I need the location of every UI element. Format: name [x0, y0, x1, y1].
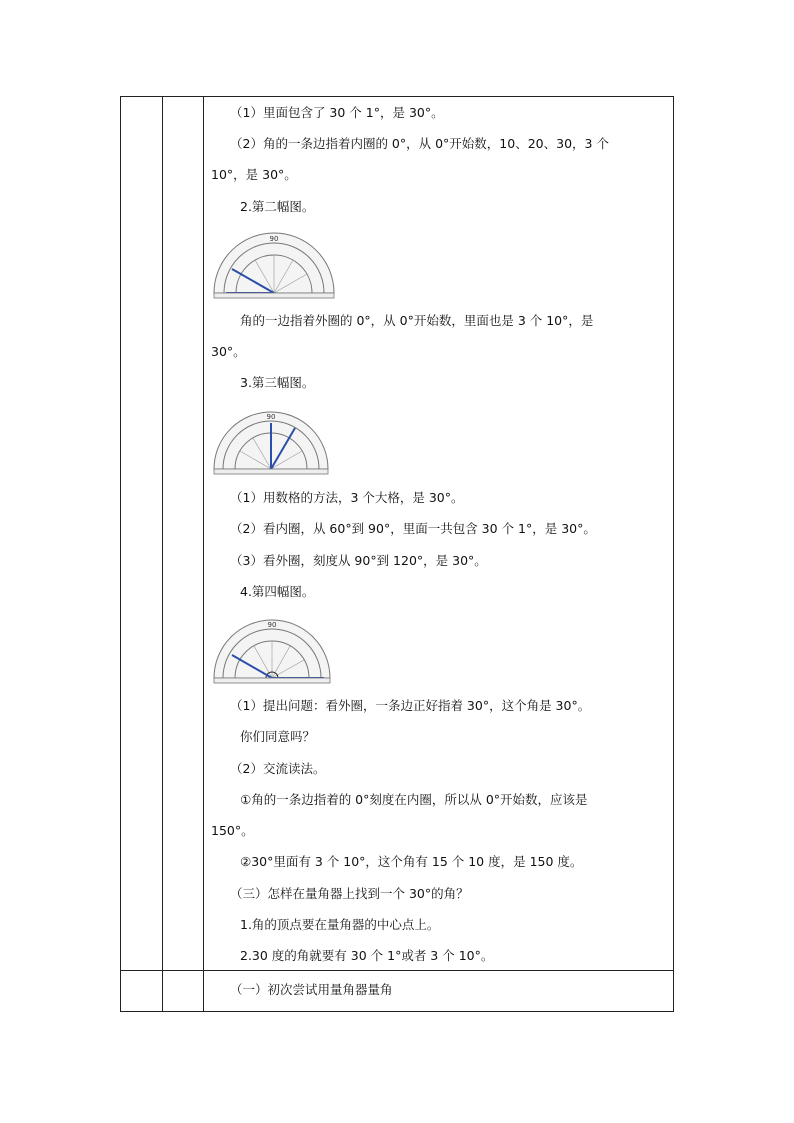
- protractor-base: [214, 678, 330, 683]
- text-line: （1）里面包含了 30 个 1°，是 30°。: [230, 105, 444, 120]
- text-line: 30°。: [211, 344, 246, 359]
- text-line: 你们同意吗？: [240, 729, 316, 744]
- column-divider-1: [162, 97, 163, 1011]
- protractor-figure-2: [212, 223, 336, 299]
- text-line: 角的一边指着外圈的 0°，从 0°开始数，里面也是 3 个 10°，是: [240, 313, 594, 328]
- text-line: 3.第三幅图。: [240, 375, 315, 390]
- column-divider-2: [203, 97, 204, 1011]
- text-line: 2.第二幅图。: [240, 199, 315, 214]
- protractor-label: 90: [266, 413, 276, 421]
- row-divider: [121, 970, 673, 971]
- text-line: 150°。: [211, 823, 254, 838]
- text-line: （1）提出问题：看外圈，一条边正好指着 30°，这个角是 30°。: [230, 698, 591, 713]
- text-line: （3）看外圈，刻度从 90°到 120°，是 30°。: [230, 553, 487, 568]
- text-line: 10°，是 30°。: [211, 167, 297, 182]
- text-line: （2）交流读法。: [230, 761, 326, 776]
- protractor-figure-3: [212, 403, 330, 475]
- text-line: ②30°里面有 3 个 10°，这个角有 15 个 10 度，是 150 度。: [240, 854, 583, 869]
- text-line: 1.角的顶点要在量角器的中心点上。: [240, 917, 440, 932]
- text-line: （三）怎样在量角器上找到一个 30°的角？: [230, 886, 469, 901]
- text-line: ①角的一条边指着的 0°刻度在内圈，所以从 0°开始数，应该是: [240, 792, 588, 807]
- protractor-base: [214, 469, 328, 474]
- protractor-base: [214, 293, 334, 298]
- text-line: （1）用数格的方法，3 个大格，是 30°。: [230, 490, 464, 505]
- text-line: 2.30 度的角就要有 30 个 1°或者 3 个 10°。: [240, 948, 494, 963]
- protractor-label: 90: [269, 235, 279, 243]
- protractor-label: 90: [267, 621, 277, 629]
- protractor-figure-4: [212, 610, 332, 684]
- text-line: （2）看内圈，从 60°到 90°，里面一共包含 30 个 1°，是 30°。: [230, 521, 596, 536]
- text-line: 4.第四幅图。: [240, 584, 315, 599]
- text-line: （一）初次尝试用量角器量角: [230, 982, 393, 997]
- text-line: （2）角的一条边指着内圈的 0°，从 0°开始数，10、20、30，3 个: [230, 136, 609, 151]
